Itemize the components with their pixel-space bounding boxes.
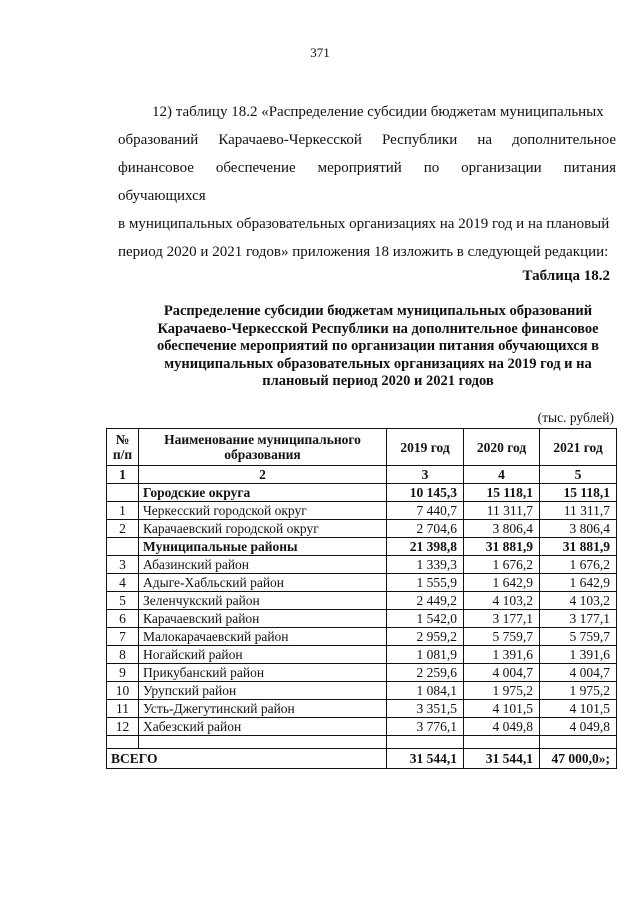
cell-num	[107, 538, 139, 556]
column-number: 4	[464, 466, 540, 484]
total-row	[107, 749, 617, 769]
intro-line: период 2020 и 2021 годов» приложения 18 изложить в следующей редакции:	[118, 244, 609, 260]
cell-num: 3	[107, 556, 139, 574]
table-title-line: муниципальных образовательных организациях на 2019 год и на	[164, 355, 592, 372]
cell-num: 4	[107, 574, 139, 592]
cell-2020: 3 177,1	[464, 610, 540, 628]
cell-2021: 15 118,1	[540, 484, 617, 502]
cell-2020: 15 118,1	[464, 484, 540, 502]
cell-name: Малокарачаевский район	[139, 628, 387, 646]
cell-name: Усть-Джегутинский район	[139, 700, 387, 718]
spacer-row	[107, 736, 617, 749]
cell-2019: 10 145,3	[387, 484, 464, 502]
intro-line: образований Карачаево-Черкесской Республики на дополнительное	[118, 132, 616, 148]
cell-name: Карачаевский городской округ	[139, 520, 387, 538]
cell-2020: 4 101,5	[464, 700, 540, 718]
total-2021-suffix: ;	[605, 750, 610, 766]
cell-name: Прикубанский район	[139, 664, 387, 682]
cell-num: 1	[107, 502, 139, 520]
cell-2020: 31 881,9	[464, 538, 540, 556]
cell-2021: 11 311,7	[540, 502, 617, 520]
table-title-line: Распределение субсидии бюджетам муниципальных образований	[163, 303, 593, 319]
cell-num: 2	[107, 520, 139, 538]
cell-2021: 3 806,4	[540, 520, 617, 538]
intro-line: 12) таблицу 18.2 «Распределение субсидии бюджетам муниципальных	[152, 104, 604, 120]
total-label: ВСЕГО	[107, 749, 387, 769]
cell-2019: 1 542,0	[387, 610, 464, 628]
cell-num: 11	[107, 700, 139, 718]
header-2021: 2021 год	[540, 429, 617, 466]
table-row	[107, 592, 617, 610]
intro-paragraph	[118, 98, 616, 266]
cell-2021: 3 177,1	[540, 610, 617, 628]
table-row	[107, 682, 617, 700]
cell-2019: 1 081,9	[387, 646, 464, 664]
cell-2020: 1 642,9	[464, 574, 540, 592]
cell-2020: 3 806,4	[464, 520, 540, 538]
table-title-line: плановый период 2020 и 2021 годов	[262, 373, 494, 389]
total-2020: 31 544,1	[464, 749, 540, 769]
header-name: Наименование муниципального образования	[139, 429, 387, 466]
cell-num: 5	[107, 592, 139, 610]
cell-2020: 4 049,8	[464, 718, 540, 736]
intro-line: в муниципальных образовательных организациях на 2019 год и на плановый	[118, 216, 610, 232]
cell-2019: 1 555,9	[387, 574, 464, 592]
cell-num: 12	[107, 718, 139, 736]
cell-name: Городские округа	[139, 484, 387, 502]
cell-2019: 2 259,6	[387, 664, 464, 682]
cell-2021: 1 975,2	[540, 682, 617, 700]
cell-2020: 1 975,2	[464, 682, 540, 700]
cell-num: 9	[107, 664, 139, 682]
cell-2019: 21 398,8	[387, 538, 464, 556]
table-row	[107, 520, 617, 538]
cell-2021: 4 004,7	[540, 664, 617, 682]
table-title	[140, 303, 616, 391]
header-2020: 2020 год	[464, 429, 540, 466]
cell-2021: 31 881,9	[540, 538, 617, 556]
cell-name: Карачаевский район	[139, 610, 387, 628]
cell-2021: 5 759,7	[540, 628, 617, 646]
cell-2019: 1 084,1	[387, 682, 464, 700]
table-row	[107, 610, 617, 628]
column-number: 5	[540, 466, 617, 484]
total-2021-value: 47 000,0»	[551, 750, 606, 766]
table-row	[107, 646, 617, 664]
subsidy-table	[106, 428, 617, 769]
cell-num: 10	[107, 682, 139, 700]
cell-2021: 4 101,5	[540, 700, 617, 718]
column-number: 2	[139, 466, 387, 484]
cell-2019: 2 704,6	[387, 520, 464, 538]
cell-2021: 4 049,8	[540, 718, 617, 736]
cell-2019: 2 449,2	[387, 592, 464, 610]
cell-2021: 1 391,6	[540, 646, 617, 664]
table-row	[107, 628, 617, 646]
cell-2020: 4 103,2	[464, 592, 540, 610]
table-header-row	[107, 429, 617, 466]
cell-2019: 3 351,5	[387, 700, 464, 718]
cell-name: Абазинский район	[139, 556, 387, 574]
cell-num: 7	[107, 628, 139, 646]
total-2019: 31 544,1	[387, 749, 464, 769]
cell-2021: 1 676,2	[540, 556, 617, 574]
group-row	[107, 538, 617, 556]
cell-num	[107, 484, 139, 502]
cell-2020: 1 391,6	[464, 646, 540, 664]
cell-num: 8	[107, 646, 139, 664]
column-number: 3	[387, 466, 464, 484]
table-row	[107, 574, 617, 592]
page-number: 371	[310, 45, 330, 60]
column-number-row	[107, 466, 617, 484]
group-row	[107, 484, 617, 502]
cell-2021: 4 103,2	[540, 592, 617, 610]
cell-2019: 3 776,1	[387, 718, 464, 736]
table-title-line: Карачаево-Черкесской Республики на дополнительное финансовое	[157, 320, 599, 337]
cell-2019: 2 959,2	[387, 628, 464, 646]
total-2021	[540, 749, 617, 769]
cell-name: Зеленчукский район	[139, 592, 387, 610]
column-number: 1	[107, 466, 139, 484]
header-num: № п/п	[107, 429, 139, 466]
cell-num: 6	[107, 610, 139, 628]
header-2019: 2019 год	[387, 429, 464, 466]
table-title-line: обеспечение мероприятий по организации питания обучающихся в	[156, 338, 600, 354]
cell-2019: 1 339,3	[387, 556, 464, 574]
cell-2020: 11 311,7	[464, 502, 540, 520]
table-row	[107, 718, 617, 736]
cell-2021: 1 642,9	[540, 574, 617, 592]
cell-name: Урупский район	[139, 682, 387, 700]
table-row	[107, 556, 617, 574]
cell-name: Ногайский район	[139, 646, 387, 664]
cell-2020: 5 759,7	[464, 628, 540, 646]
cell-2020: 1 676,2	[464, 556, 540, 574]
cell-name: Адыге-Хабльский район	[139, 574, 387, 592]
table-row	[107, 700, 617, 718]
cell-name: Черкесский городской округ	[139, 502, 387, 520]
table-row	[107, 502, 617, 520]
table-row	[107, 664, 617, 682]
cell-name: Муниципальные районы	[139, 538, 387, 556]
intro-line: финансовое обеспечение мероприятий по организации питания обучающихся	[118, 160, 616, 204]
cell-2019: 7 440,7	[387, 502, 464, 520]
units-label: (тыс. рублей)	[537, 410, 614, 425]
table-caption: Таблица 18.2	[522, 268, 610, 284]
table-body	[107, 484, 617, 736]
cell-2020: 4 004,7	[464, 664, 540, 682]
cell-name: Хабезский район	[139, 718, 387, 736]
